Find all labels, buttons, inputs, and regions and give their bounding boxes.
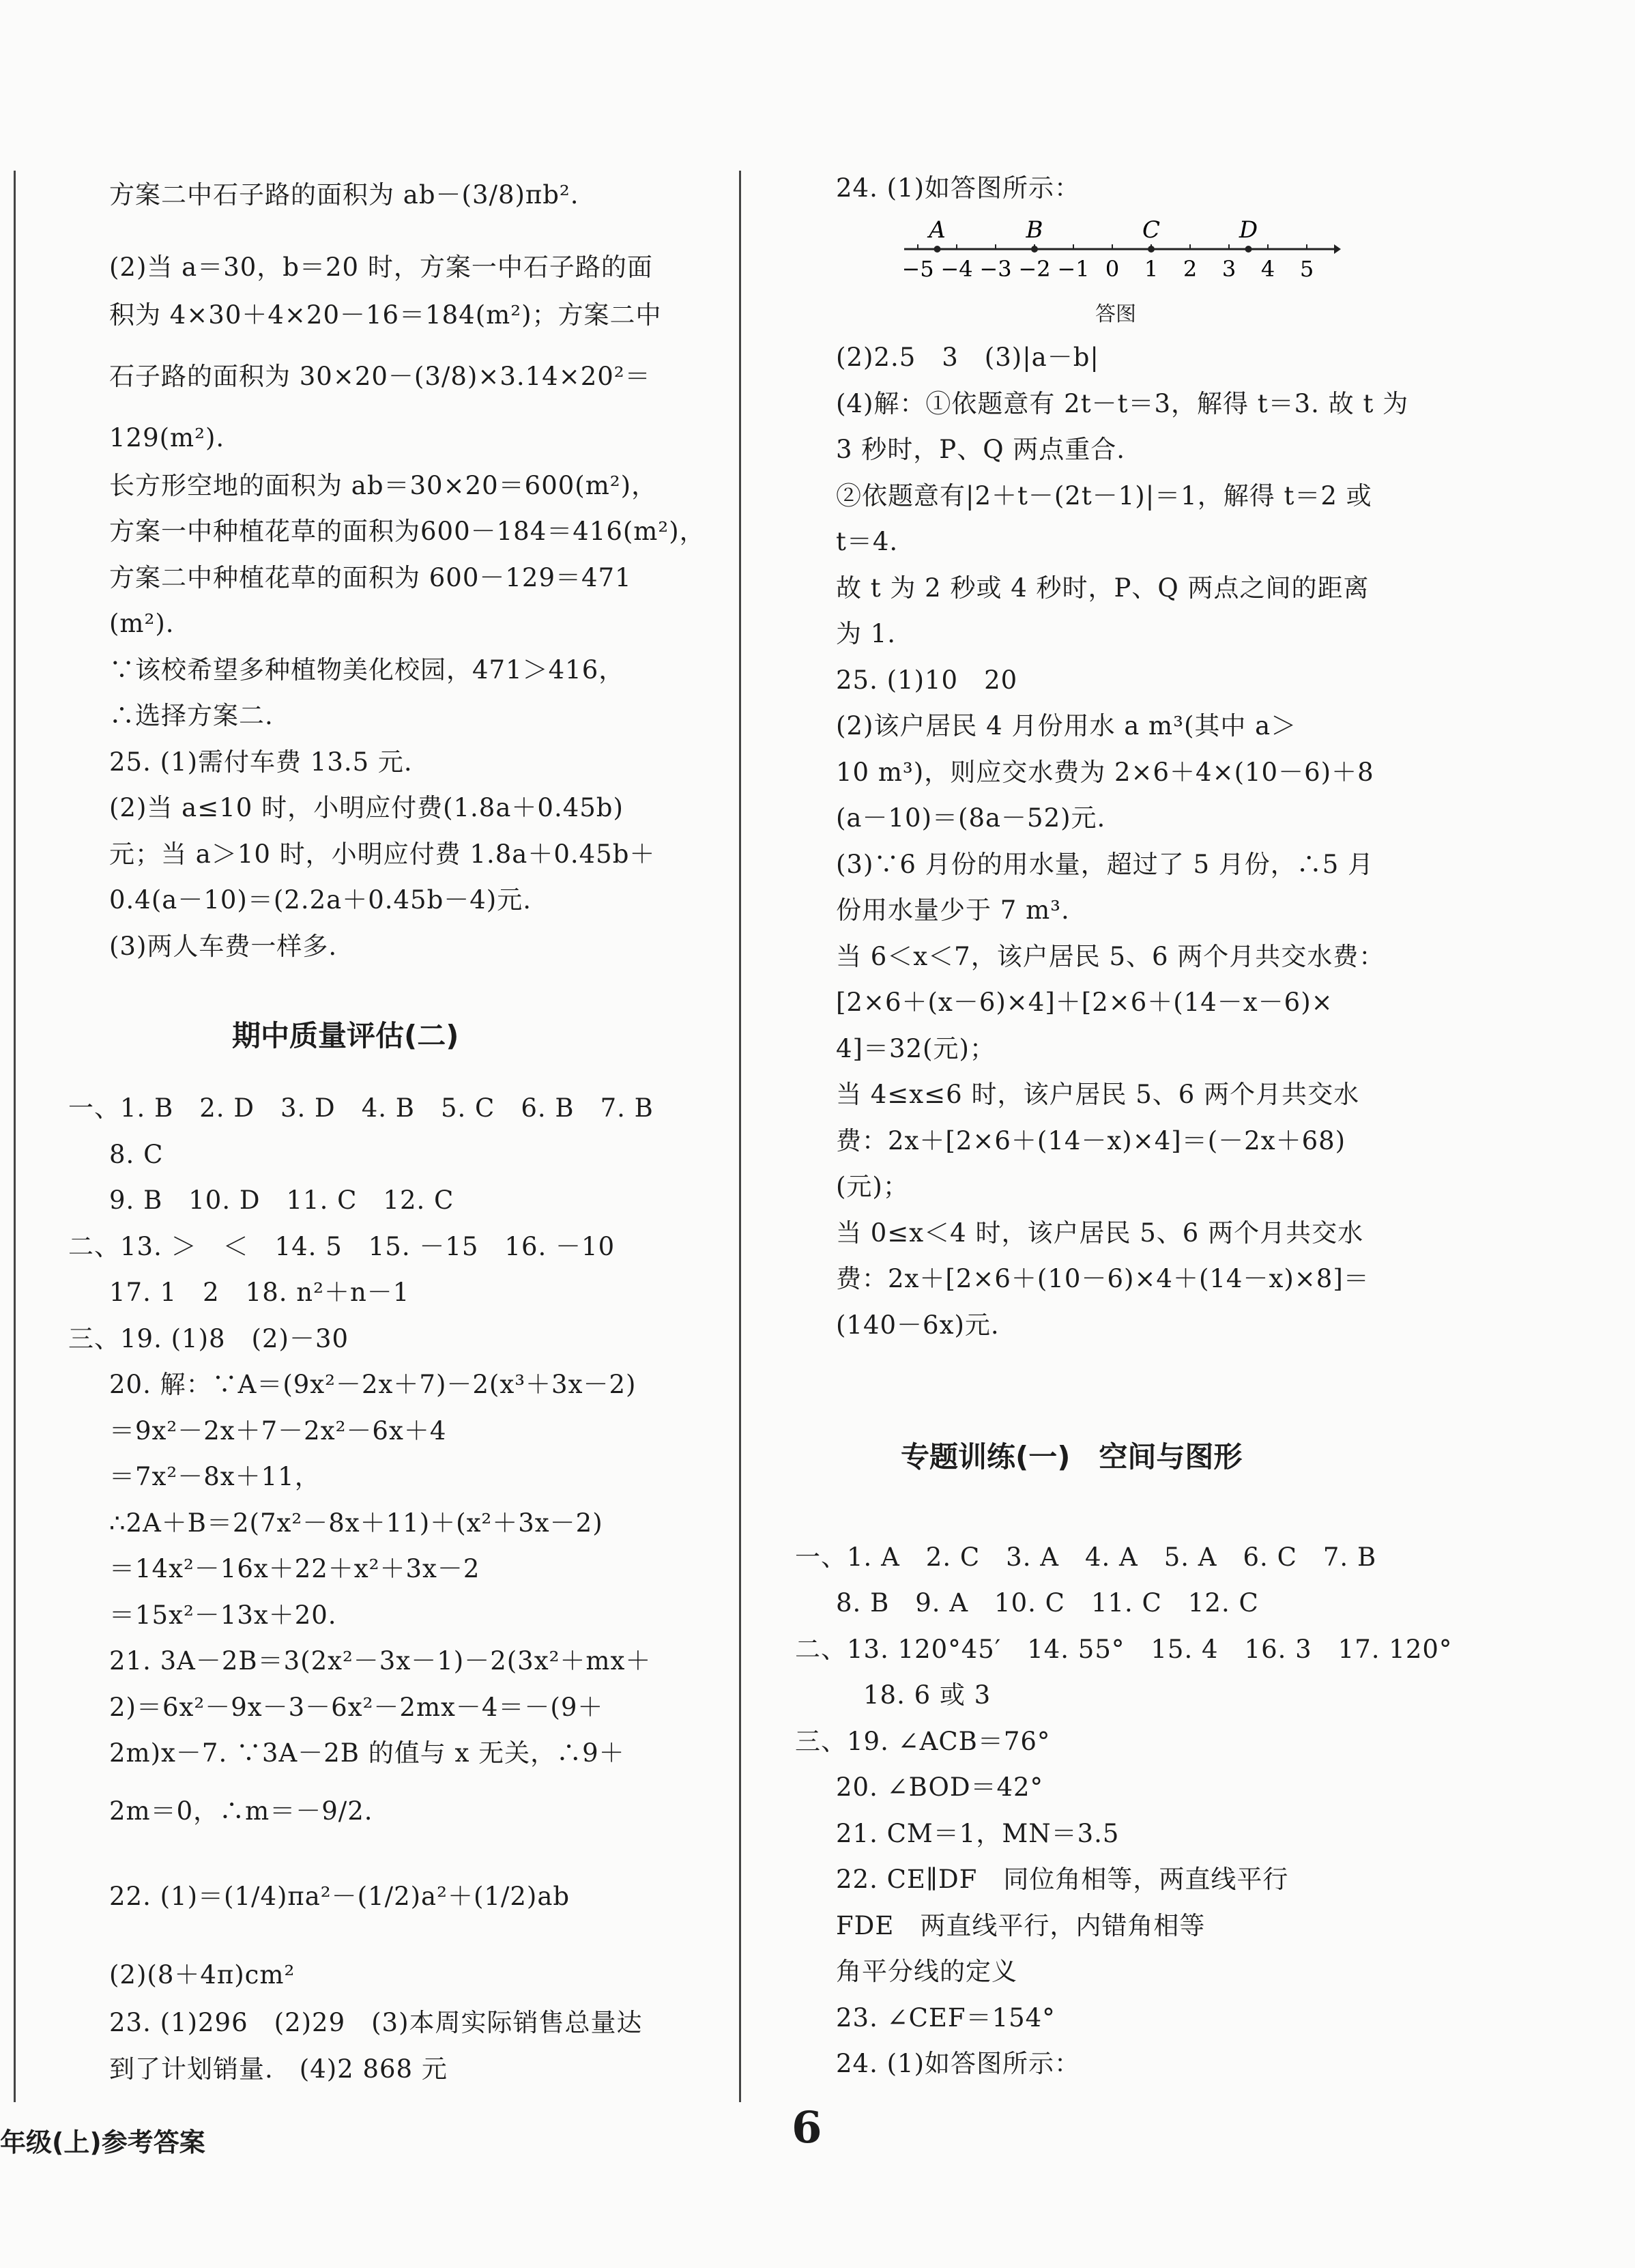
answer-line: 21. 3A－2B＝3(2x²－3x－1)－2(3x²＋mx＋: [109, 1646, 652, 1676]
answer-line: 23. (1)296 (2)29 (3)本周实际销售总量达: [109, 2008, 643, 2037]
answer-line: 8. B 9. A 10. C 11. C 12. C: [836, 1588, 1259, 1618]
answer-line: 23. ∠CEF＝154°: [836, 2003, 1056, 2033]
text-line: 份用水量少于 7 m³.: [836, 895, 1070, 925]
answer-line: 22. (1)＝(1/4)πa²－(1/2)a²＋(1/2)ab: [109, 1882, 570, 1911]
section-title: 期中质量评估(二): [232, 1019, 459, 1052]
answer-line: 21. CM＝1，MN＝3.5: [836, 1819, 1120, 1848]
text-line: (元)；: [836, 1172, 909, 1201]
answer-line: 24. (1)如答图所示：: [836, 2049, 1081, 2078]
text-line: 10 m³)，则应交水费为 2×6＋4×(10－6)＋8: [836, 758, 1374, 787]
text-line: 费：2x＋[2×6＋(10－6)×4＋(14－x)×8]＝: [836, 1264, 1370, 1293]
text-line: 元；当 a＞10 时，小明应付费 1.8a＋0.45b＋: [109, 839, 656, 869]
text-line: 方案二中种植花草的面积为 600－129＝471: [109, 563, 632, 592]
tick-label: 2: [1183, 256, 1198, 282]
page-number: 6: [792, 2102, 822, 2153]
text-line: (4)解：①依题意有 2t－t＝3，解得 t＝3. 故 t 为: [836, 389, 1409, 418]
answer-line: 一、1. B 2. D 3. D 4. B 5. C 6. B 7. B: [68, 1093, 654, 1123]
text-line: (3)两人车费一样多.: [109, 932, 338, 961]
text-line: 当 0≤x＜4 时，该户居民 5、6 两个月共交水: [836, 1218, 1364, 1248]
answer-line: 17. 1 2 18. n²＋n－1: [109, 1278, 410, 1307]
answer-line: ＝14x²－16x＋22＋x²＋3x－2: [109, 1554, 480, 1583]
tick-label: 3: [1221, 256, 1236, 282]
tick-label: 4: [1260, 256, 1275, 282]
answer-line: 角平分线的定义: [836, 1957, 1017, 1986]
answer-line: 9. B 10. D 11. C 12. C: [109, 1186, 454, 1215]
answer-line: ∴2A＋B＝2(7x²－8x＋11)＋(x²＋3x－2): [109, 1508, 603, 1538]
answer-line: 22. CE∥DF 同位角相等，两直线平行: [836, 1865, 1289, 1894]
text-line: (3)∵6 月份的用水量，超过了 5 月份，∴5 月: [836, 850, 1374, 879]
center-column-rule: [739, 171, 741, 2102]
text-line: 费：2x＋[2×6＋(14－x)×4]＝(－2x＋68): [836, 1126, 1346, 1155]
text-line: 24. (1)如答图所示：: [836, 173, 1081, 203]
text-line: 4]＝32(元)；: [836, 1034, 996, 1063]
answer-line: 2m)x－7. ∵3A－2B 的值与 x 无关，∴9＋: [109, 1738, 625, 1768]
point-dot: [1245, 246, 1252, 253]
text-line: (a－10)＝(8a－52)元.: [836, 803, 1106, 833]
answer-line: 二、13. ＞ ＜ 14. 5 15. －15 16. －10: [68, 1232, 616, 1261]
tick-label: 1: [1144, 256, 1159, 282]
footer-book-title: 年级(上)参考答案: [0, 2127, 205, 2157]
answer-line: 20. ∠BOD＝42°: [836, 1772, 1044, 1802]
answer-line: ＝9x²－2x＋7－2x²－6x＋4: [109, 1416, 447, 1446]
text-line: 石子路的面积为 30×20－(3/8)×3.14×20²＝: [109, 362, 651, 391]
answer-line: 2)＝6x²－9x－3－6x²－2mx－4＝－(9＋: [109, 1693, 604, 1722]
tick-label: −2: [1018, 256, 1051, 282]
text-line: ②依题意有|2＋t－(2t－1)|＝1，解得 t＝2 或: [836, 481, 1372, 511]
axis-arrow: [1334, 244, 1341, 254]
answer-line: 18. 6 或 3: [863, 1680, 992, 1710]
answer-line: (2)(8＋4π)cm²: [109, 1960, 295, 1990]
point-dot: [1031, 246, 1038, 253]
text-line: (140－6x)元.: [836, 1310, 1000, 1340]
text-line: 为 1.: [836, 619, 897, 648]
text-line: (2)当 a＝30，b＝20 时，方案一中石子路的面: [109, 253, 653, 282]
text-line: (2)该户居民 4 月份用水 a m³(其中 a＞: [836, 711, 1297, 741]
text-line: ∵该校希望多种植物美化校园，471＞416，: [109, 655, 625, 685]
tick-label: 0: [1105, 256, 1120, 282]
text-line: 方案一中种植花草的面积为600－184＝416(m²)，: [109, 517, 706, 546]
answer-line: 到了计划销量. (4)2 868 元: [109, 2054, 448, 2084]
answer-line: 2m＝0，∴m＝－9/2.: [109, 1796, 373, 1826]
tick-label: −5: [904, 256, 934, 282]
text-line: 积为 4×30＋4×20－16＝184(m²)；方案二中: [109, 300, 662, 330]
text-line: 故 t 为 2 秒或 4 秒时，P、Q 两点之间的距离: [836, 573, 1370, 603]
text-line: [2×6＋(x－6)×4]＋[2×6＋(14－x－6)×: [836, 988, 1333, 1017]
number-line-svg: [904, 218, 1341, 293]
text-line: 25. (1)10 20: [836, 665, 1018, 695]
text-line: (2)2.5 3 (3)|a－b|: [836, 343, 1099, 372]
figure-caption: 答图: [1095, 302, 1136, 326]
answer-line: ＝15x²－13x＋20.: [109, 1600, 337, 1630]
answer-line: 一、1. A 2. C 3. A 4. A 5. A 6. C 7. B: [795, 1542, 1377, 1572]
answer-line: 二、13. 120°45′ 14. 55° 15. 4 16. 3 17. 120°: [795, 1635, 1453, 1664]
answer-line: 8. C: [109, 1140, 164, 1169]
answer-line: 20. 解：∵A＝(9x²－2x＋7)－2(x³＋3x－2): [109, 1370, 637, 1399]
left-column-rule: [14, 171, 16, 2102]
text-line: 0.4(a－10)＝(2.2a＋0.45b－4)元.: [109, 885, 532, 915]
point-dot: [934, 246, 941, 253]
text-line: (m²).: [109, 609, 175, 638]
tick-label: −1: [1057, 256, 1090, 282]
tick-label: −4: [940, 256, 973, 282]
text-line: 3 秒时，P、Q 两点重合.: [836, 435, 1126, 464]
answer-line: 三、19. ∠ACB＝76°: [795, 1727, 1051, 1756]
point-label: D: [1239, 218, 1258, 244]
answer-line: FDE 两直线平行，内错角相等: [836, 1911, 1206, 1940]
text-line: 129(m²).: [109, 423, 225, 453]
point-label: B: [1026, 218, 1043, 244]
text-line: 长方形空地的面积为 ab＝30×20＝600(m²)，: [109, 471, 658, 500]
point-label: C: [1142, 218, 1161, 244]
tick-label: 5: [1299, 256, 1314, 282]
text-line: ∴选择方案二.: [109, 701, 274, 730]
answer-line: 三、19. (1)8 (2)－30: [68, 1324, 349, 1353]
number-line-figure: [904, 218, 1341, 296]
text-line: 25. (1)需付车费 13.5 元.: [109, 747, 413, 777]
answer-line: ＝7x²－8x＋11，: [109, 1462, 321, 1491]
section-title: 专题训练(一) 空间与图形: [901, 1440, 1243, 1474]
text-line: 方案二中石子路的面积为 ab－(3/8)πb².: [109, 180, 579, 210]
tick-label: −3: [979, 256, 1012, 282]
text-line: (2)当 a≤10 时，小明应付费(1.8a＋0.45b): [109, 793, 624, 822]
text-line: t＝4.: [836, 527, 899, 556]
text-line: 当 4≤x≤6 时，该户居民 5、6 两个月共交水: [836, 1080, 1360, 1109]
point-dot: [1148, 246, 1155, 253]
text-line: 当 6＜x＜7，该户居民 5、6 两个月共交水费：: [836, 942, 1385, 971]
point-label: A: [929, 218, 946, 244]
